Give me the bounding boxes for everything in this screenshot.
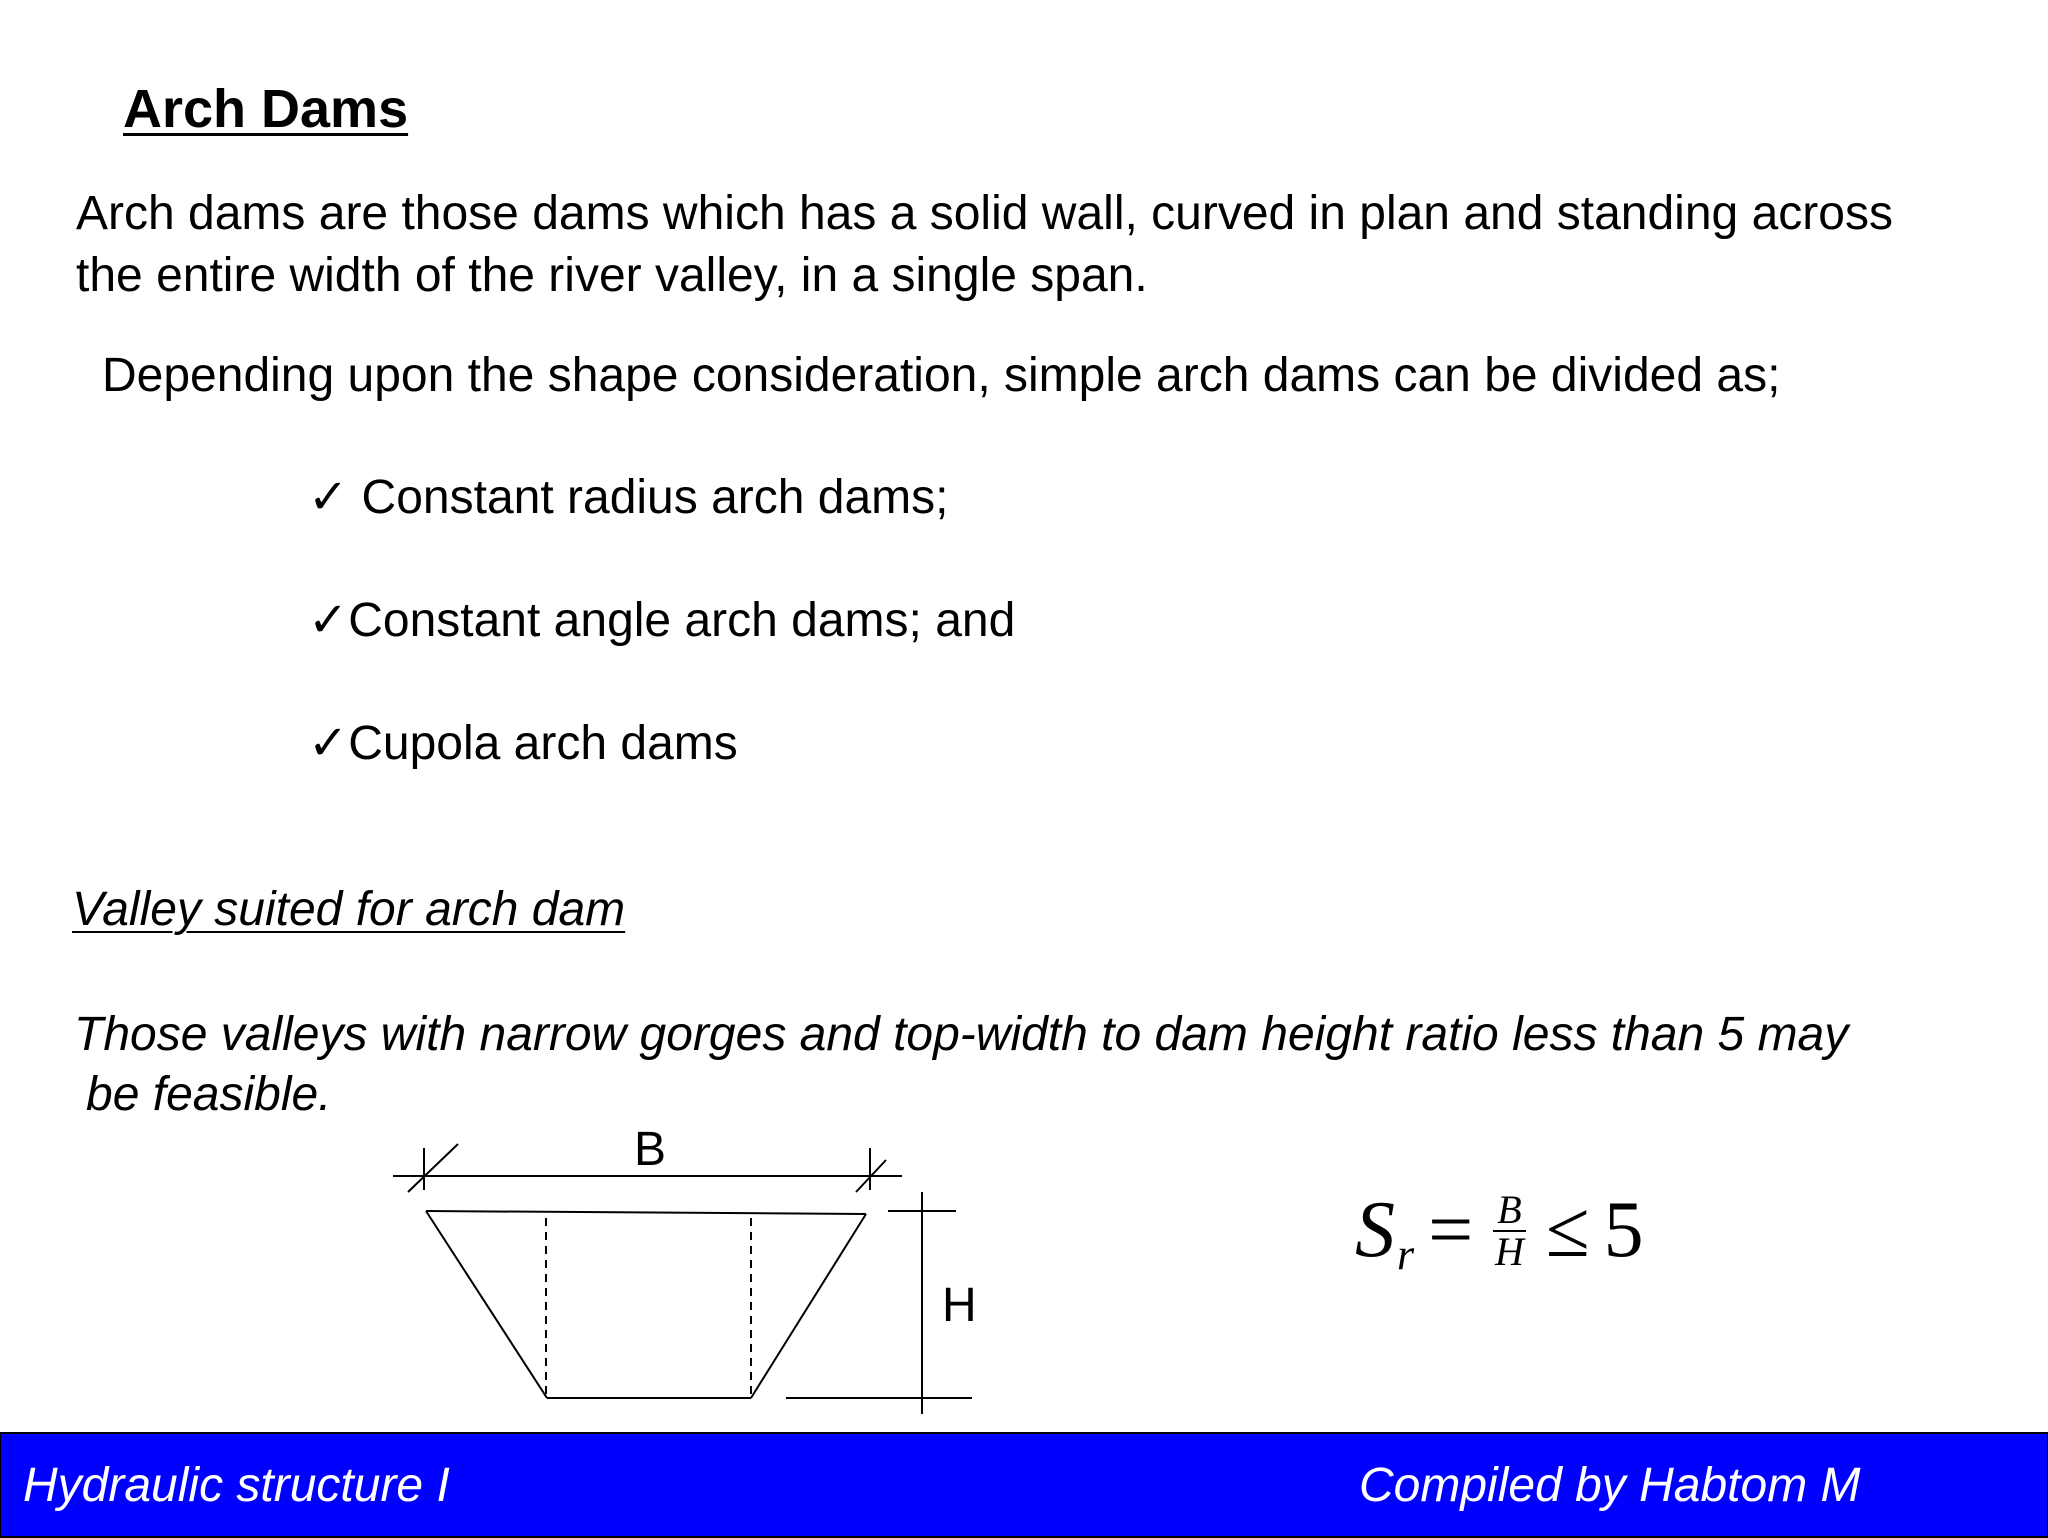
valley-heading: Valley suited for arch dam [72,883,626,936]
valley-line-2: be feasible. [86,1068,332,1121]
slide-title: Arch Dams [123,79,409,139]
formula-lhs: S [1355,1186,1395,1274]
formula-equals: = [1428,1186,1474,1274]
formula-numerator: B [1493,1190,1525,1232]
division-intro: Depending upon the shape consideration, simple arch dams can be divided as; [102,349,1781,402]
definition-paragraph [76,183,1893,307]
formula-limit: 5 [1603,1186,1644,1274]
definition-line-2: the entire width of the river valley, in a single span. [76,249,1148,302]
valley-dashed-guides [546,1218,751,1396]
footer-author: Compiled by Habtom M [1359,1459,1861,1512]
valley-paragraph [74,1005,1848,1125]
valley-trapezoid [426,1211,866,1398]
valley-cross-section-diagram [380,1120,1000,1420]
shape-ratio-formula [1355,1185,1644,1279]
top-width-label: B [634,1123,667,1176]
formula-fraction [1493,1186,1525,1274]
formula-lhs-subscript: r [1397,1230,1415,1279]
valley-line-1: Those valleys with narrow gorges and top-width to dam height ratio less than 5 may [74,1008,1849,1061]
definition-line-1: Arch dams are those dams which has a solid wall, curved in plan and standing across [76,187,1893,240]
type-item-constant-angle: ✓Constant angle arch dams; and [308,594,1016,647]
dam-height-label: H [942,1279,977,1332]
footer-course-name: Hydraulic structure I [23,1459,450,1512]
formula-less-equal: ≤ [1545,1186,1590,1274]
formula-denominator: H [1495,1228,1524,1274]
slide-footer [0,1432,2048,1538]
type-item-cupola: ✓Cupola arch dams [308,717,738,770]
type-item-constant-radius: ✓ Constant radius arch dams; [308,471,949,524]
